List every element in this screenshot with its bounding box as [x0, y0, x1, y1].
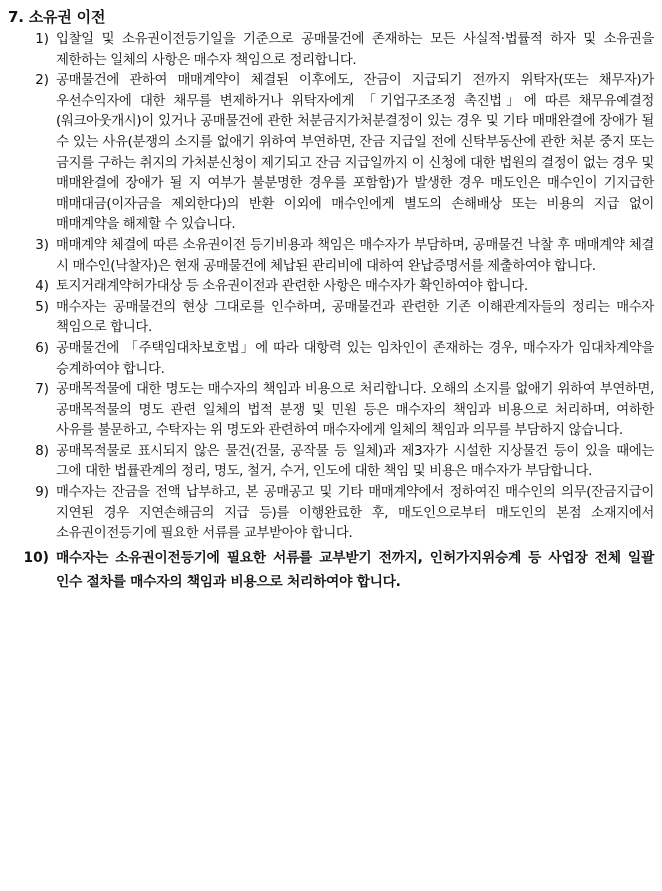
clause-text: 매수자는 소유권이전등기에 필요한 서류를 교부받기 전까지, 인허가지위승계 등 사업장 전체 일괄 인수 절차를 매수자의 책임과 비용으로 처리하여야 합니다.: [56, 549, 654, 590]
clause-item: [8, 339, 654, 380]
clause-item: [8, 380, 654, 442]
clause-text: 입찰일 및 소유권이전등기일을 기준으로 공매물건에 존재하는 모든 사실적·법률적 하자 및 소유권을 제한하는 일체의 사항은 매수자 책임으로 정리합니다.: [56, 32, 654, 68]
clause-item-emphasized: [8, 546, 654, 594]
clause-number: 8): [35, 443, 49, 459]
section-title: 7. 소유권 이전: [8, 8, 106, 26]
clause-number: 1): [35, 32, 49, 47]
clause-number: 3): [35, 237, 49, 253]
clause-item: [8, 71, 654, 236]
clause-number: 6): [35, 340, 49, 356]
clause-item: [8, 236, 654, 277]
clause-number: 4): [35, 279, 49, 295]
clause-text: 매매계약 체결에 따른 소유권이전 등기비용과 책임은 매수자가 부담하며, 공매물건 낙찰 후 매매계약 체결 시 매수인(낙찰자)은 현재 공매물건에 체납된 관리비에 대하여 완납증명서를 제출하여야 합니다.: [56, 237, 654, 274]
clause-text: 공매목적물에 대한 명도는 매수자의 책임과 비용으로 처리합니다. 오해의 소지를 없애기 위하여 부연하면, 공매목적물의 명도 관련 일체의 법적 분쟁 및 민원 등은 매수자의 책임과 비용으로 처리하며, 여하한 사유를 불문하고, 수탁자는 위 명도와 관련하여 매수자에게 일체의 책임과 의무를 부담하지 않습니다.: [56, 382, 654, 439]
clause-item: [8, 277, 654, 298]
clause-list: [8, 30, 654, 594]
clause-text: 토지거래계약허가대상 등 소유권이전과 관련한 사항은 매수자가 확인하여야 합니다.: [56, 279, 528, 295]
clause-text: 매수자는 잔금을 전액 납부하고, 본 공매공고 및 기타 매매계약에서 정하여진 매수인의 의무(잔금지급이 지연된 경우 지연손해금의 지급 등)를 이행완료한 후, 매도인으로부터 매도인의 본점 소재지에서 소유권이전등기에 필요한 서류를 교부받아야 합니다.: [56, 485, 654, 542]
clause-item: [8, 442, 654, 483]
clause-number: 2): [35, 73, 49, 89]
clause-item: [8, 30, 654, 71]
clause-text: 매수자는 공매물건의 현상 그대로를 인수하며, 공매물건과 관련한 기존 이해관계자들의 정리는 매수자 책임으로 합니다.: [56, 299, 654, 336]
clause-item: [8, 483, 654, 545]
clause-number: 10): [23, 549, 49, 566]
clause-text: 공매목적물로 표시되지 않은 물건(건물, 공작물 등 일체)과 제3자가 시설한 지상물건 등이 있을 때에는 그에 대한 법률관계의 정리, 명도, 철거, 수거, 인도에 대한 책임 및 비용은 매수자가 부담합니다.: [56, 443, 654, 480]
clause-number: 5): [35, 299, 49, 315]
clause-item: [8, 298, 654, 339]
clause-number: 9): [35, 485, 49, 501]
clause-number: 7): [35, 382, 49, 398]
clause-text: 공매물건에 「주택임대차보호법」에 따라 대항력 있는 임차인이 존재하는 경우, 매수자가 임대차계약을 승계하여야 합니다.: [56, 340, 654, 377]
clause-text: 공매물건에 관하여 매매계약이 체결된 이후에도, 잔금이 지급되기 전까지 위탁자(또는 채무자)가 우선수익자에 대한 채무를 변제하거나 위탁자에게 「기업구조조정 촉진법」에 따른 채무유예결정(워크아웃개시)이 있거나 공매물건에 관한 처분금지가처분결정이 있는 경우 및 기타 매매완결에 장애가 될 수 있는 사유(분쟁의 소지를 없애기 위하여 부연하면, 잔금 지급일 전에 신탁부동산에 관한 처분 중지 또는 금지를 구하는 취지의 가처분신청이 제기되고 잔금 지급일까지 이 신청에 대한 법원의 결정이 없는 경우 및 매매완결에 장애가 될 지 여부가 불분명한 경우를 포함함)가 발생한 경우 매도인은 매수인이 기지급한 매매대금(이자금을 제외한다)의 반환 이외에 매수인에게 별도의 손해배상 또는 비용의 지급 없이 매매계약을 해제할 수 있습니다.: [56, 73, 654, 233]
